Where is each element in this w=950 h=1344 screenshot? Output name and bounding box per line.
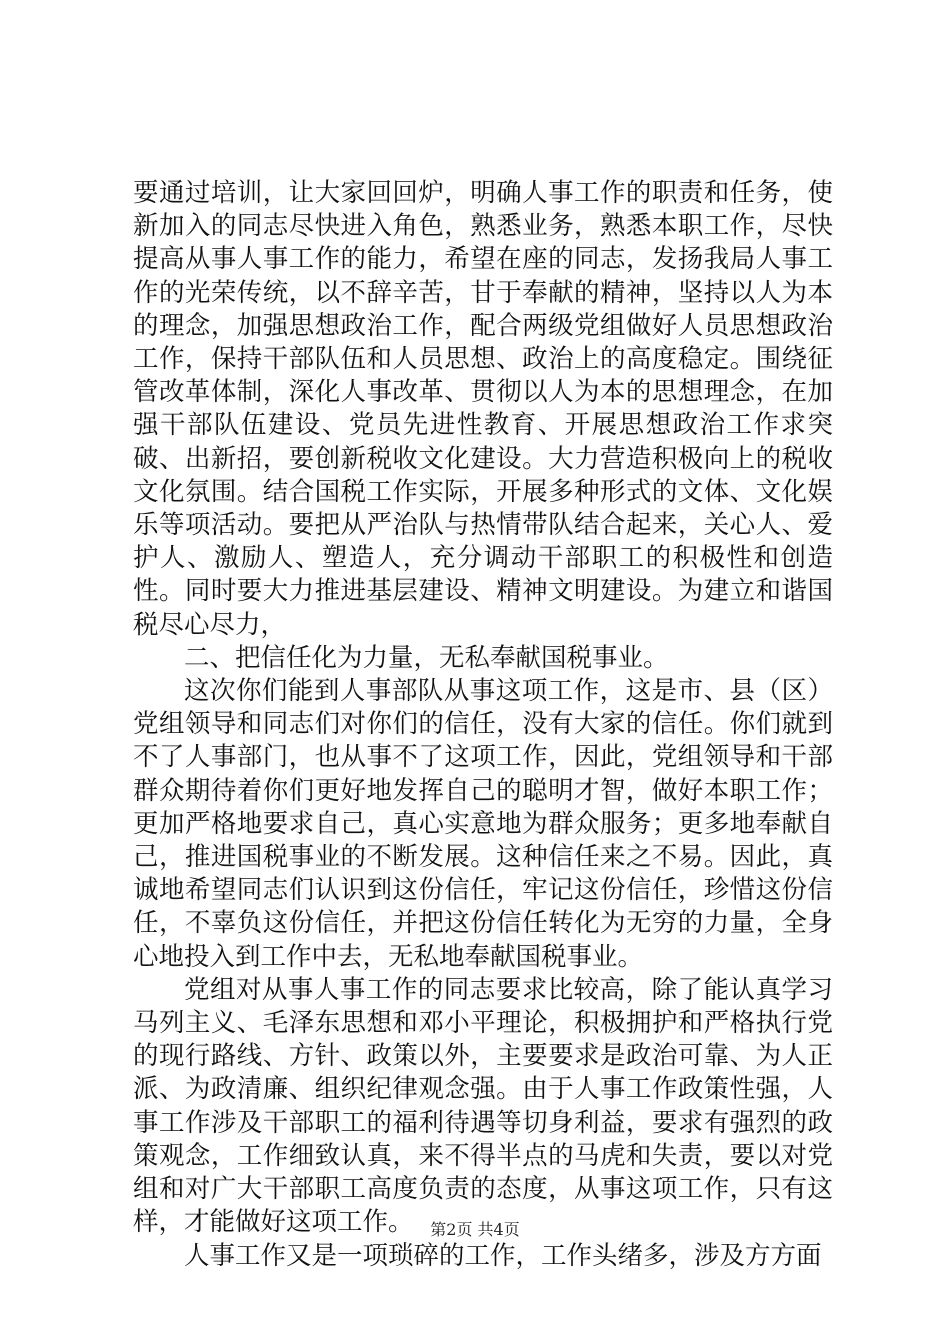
page-number-footer: 第2页 共4页 [430, 1220, 520, 1239]
paragraph: 党组对从事人事工作的同志要求比较高，除了能认真学习马列主义、毛泽东思想和邓小平理论，积极拥护和严格执行党的现行路线、方针、政策以外，主要要求是政治可靠、为人正派、为政清廉、组织纪律观念强。由于人事工作政策性强，人事工作涉及干部职工的福利待遇等切身利益，要求有强烈的政策观念，工作细致认真，来不得半点的马虎和失责，要以对党组和对广大干部职工高度负责的态度，从事这项工作，只有这样，才能做好这项工作。 [133, 974, 833, 1238]
paragraph: 这次你们能到人事部队从事这项工作，这是市、县（区）党组领导和同志们对你们的信任，没有大家的信任。你们就到不了人事部门，也从事不了这项工作，因此，党组领导和干部群众期待着你们更好地发挥自己的聪明才智，做好本职工作；更加严格地要求自己，真心实意地为群众服务；更多地奉献自己，推进国税事业的不断发展。这种信任来之不易。因此，真诚地希望同志们认识到这份信任，牢记这份信任，珍惜这份信任，不辜负这份信任，并把这份信任转化为无穷的力量，全身心地投入到工作中去，无私地奉献国税事业。 [133, 676, 833, 972]
section-heading: 二、把信任化为力量，无私奉献国税事业。 [184, 642, 669, 673]
document-body [133, 177, 833, 1273]
paragraph-continued: 要通过培训，让大家回回炉，明确人事工作的职责和任务，使新加入的同志尽快进入角色，熟悉业务，熟悉本职工作，尽快提高从事人事工作的能力，希望在座的同志，发扬我局人事工作的光荣传统，以不辞辛苦，甘于奉献的精神，坚持以人为本的理念，加强思想政治工作，配合两级党组做好人员思想政治工作，保持干部队伍和人员思想、政治上的高度稳定。围绕征管改革体制，深化人事改革、贯彻以人为本的思想理念，在加强干部队伍建设、党员先进性教育、开展思想政治工作求突破、出新招，要创新税收文化建设。大力营造积极向上的税收文化氛围。结合国税工作实际，开展多种形式的文体、文化娱乐等项活动。要把从严治队与热情带队结合起来，关心人、爱护人、激励人、塑造人，充分调动干部职工的积极性和创造性。同时要大力推进基层建设、精神文明建设。为建立和谐国税尽心尽力， [133, 178, 833, 640]
paragraph: 人事工作又是一项琐碎的工作，工作头绪多，涉及方方面 [184, 1240, 822, 1271]
